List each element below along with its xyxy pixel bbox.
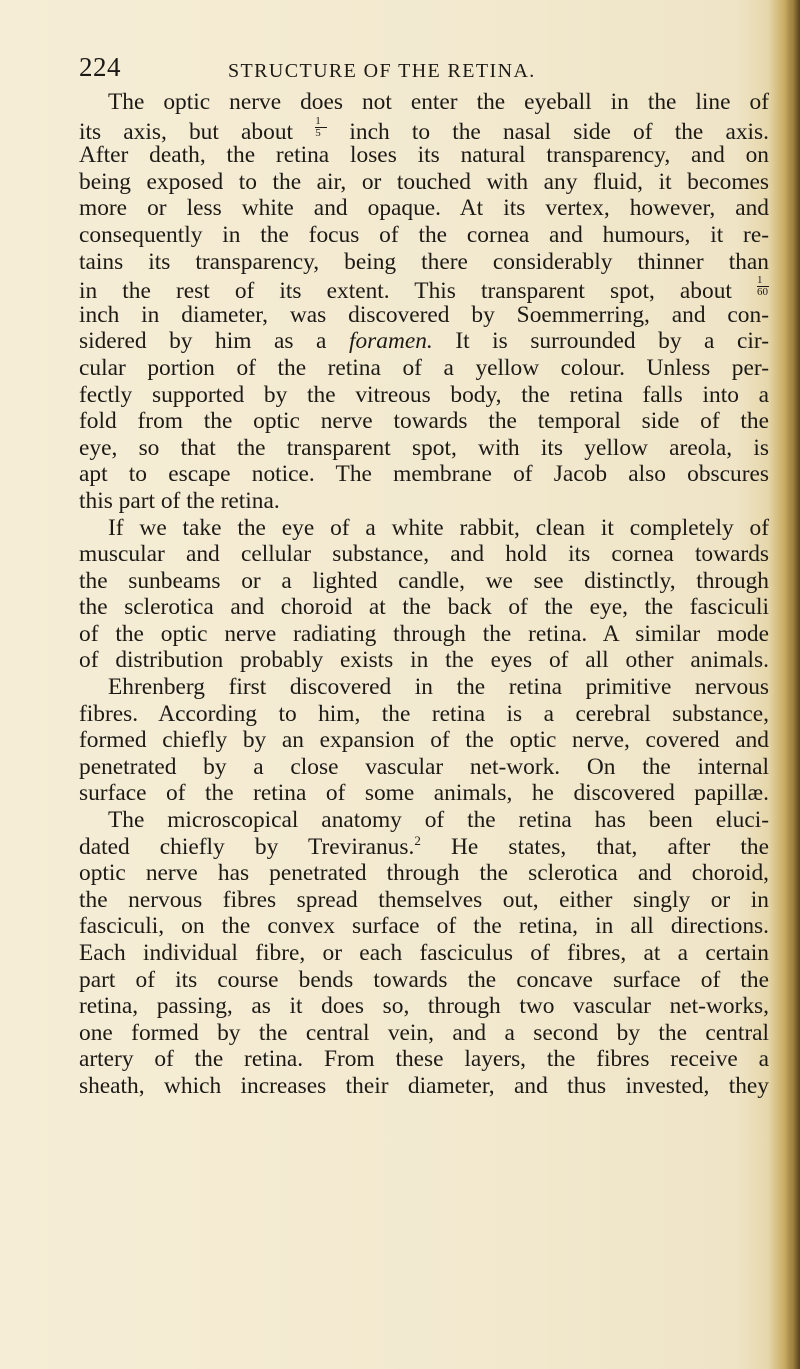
body-text <box>79 89 769 1100</box>
text-line: fectly supported by the vitreous body, the retina falls into a <box>79 381 769 408</box>
text-line: fasciculi, on the convex surface of the retina, in all directions. <box>79 913 769 940</box>
text-span: He states, that, after the <box>451 833 769 860</box>
text-line: surface of the retina of some animals, he discovered papillæ. <box>79 780 769 807</box>
fraction-one-fifth: $\frac{1}{5}$ <box>315 116 327 139</box>
text-line: If we take the eye of a white rabbit, clean it completely of <box>108 514 769 541</box>
text-span: its axis, but about <box>79 118 294 145</box>
italic-term: foramen. <box>348 328 433 355</box>
text-line: The microscopical anatomy of the retina has been eluci- <box>108 807 769 834</box>
text-line: the sclerotica and choroid at the back of the eye, the fasciculi <box>79 594 769 621</box>
text-line: tains its transparency, being there considerably thinner than <box>79 248 769 275</box>
text-line <box>79 116 769 143</box>
text-line: consequently in the focus of the cornea and humours, it re- <box>79 221 769 248</box>
text-line: penetrated by a close vascular net-work. On the internal <box>79 753 769 780</box>
text-line: Each individual fibre, or each fasciculus of fibres, at a certain <box>79 940 769 966</box>
text-line: muscular and cellular substance, and hold its cornea towards <box>79 541 769 568</box>
text-line: the sunbeams or a lighted candle, we see distinctly, through <box>79 567 769 594</box>
text-line <box>79 274 769 305</box>
text-line: retina, passing, as it does so, through two vascular net-works, <box>79 993 769 1020</box>
text-line: artery of the retina. From these layers, the fibres receive a <box>79 1046 769 1073</box>
text-line: formed chiefly by an expansion of the optic nerve, covered and <box>79 727 769 754</box>
text-line: Ehrenberg first discovered in the retina primitive nervous <box>108 674 769 701</box>
text-span: sidered by him as a <box>79 328 327 355</box>
page-edge-shadow <box>786 0 800 1369</box>
text-line: After death, the retina loses its natural transparency, and on <box>79 142 769 169</box>
text-line: this part of the retina. <box>79 487 280 514</box>
text-span: It is surrounded by a cir- <box>455 328 769 355</box>
text-line <box>79 834 769 861</box>
text-line <box>79 328 769 355</box>
text-line: apt to escape notice. The membrane of Jacob also obscures <box>79 461 769 488</box>
text-line: the nervous fibres spread themselves out, either singly or in <box>79 886 769 913</box>
text-span: dated chiefly by Treviranus. <box>79 833 415 860</box>
text-line: cular portion of the retina of a yellow colour. Unless per- <box>79 354 769 381</box>
text-line: fibres. According to him, the retina is a cerebral substance, <box>79 700 769 727</box>
text-span: in the rest of its extent. This transparent spot, about <box>79 278 732 305</box>
text-line: The optic nerve does not enter the eyeball in the line of <box>108 89 769 115</box>
page-number: 224 <box>79 52 121 82</box>
text-line: eye, so that the transparent spot, with its yellow areola, is <box>79 434 769 461</box>
text-line: being exposed to the air, or touched with any fluid, it becomes <box>79 168 769 195</box>
fraction-one-sixtieth: $\frac{1}{60}$ <box>757 274 768 299</box>
text-line: more or less white and opaque. At its vertex, however, and <box>79 195 769 222</box>
text-line: fold from the optic nerve towards the temporal side of the <box>79 408 769 435</box>
text-line: inch in diameter, was discovered by Soemmerring, and con- <box>79 301 769 328</box>
running-head: STRUCTURE OF THE RETINA. <box>228 60 536 82</box>
text-span: inch to the nasal side of the axis. <box>349 118 769 145</box>
text-line: sheath, which increases their diameter, and thus invested, they <box>79 1072 769 1099</box>
text-line: of the optic nerve radiating through the retina. A similar mode <box>79 620 769 647</box>
text-line: optic nerve has penetrated through the sclerotica and choroid, <box>79 860 769 887</box>
text-line: part of its course bends towards the concave surface of the <box>79 966 769 993</box>
footnote-marker: 2 <box>414 832 421 848</box>
text-line: one formed by the central vein, and a second by the central <box>79 1019 769 1046</box>
text-line: of distribution probably exists in the eyes of all other animals. <box>79 647 769 674</box>
